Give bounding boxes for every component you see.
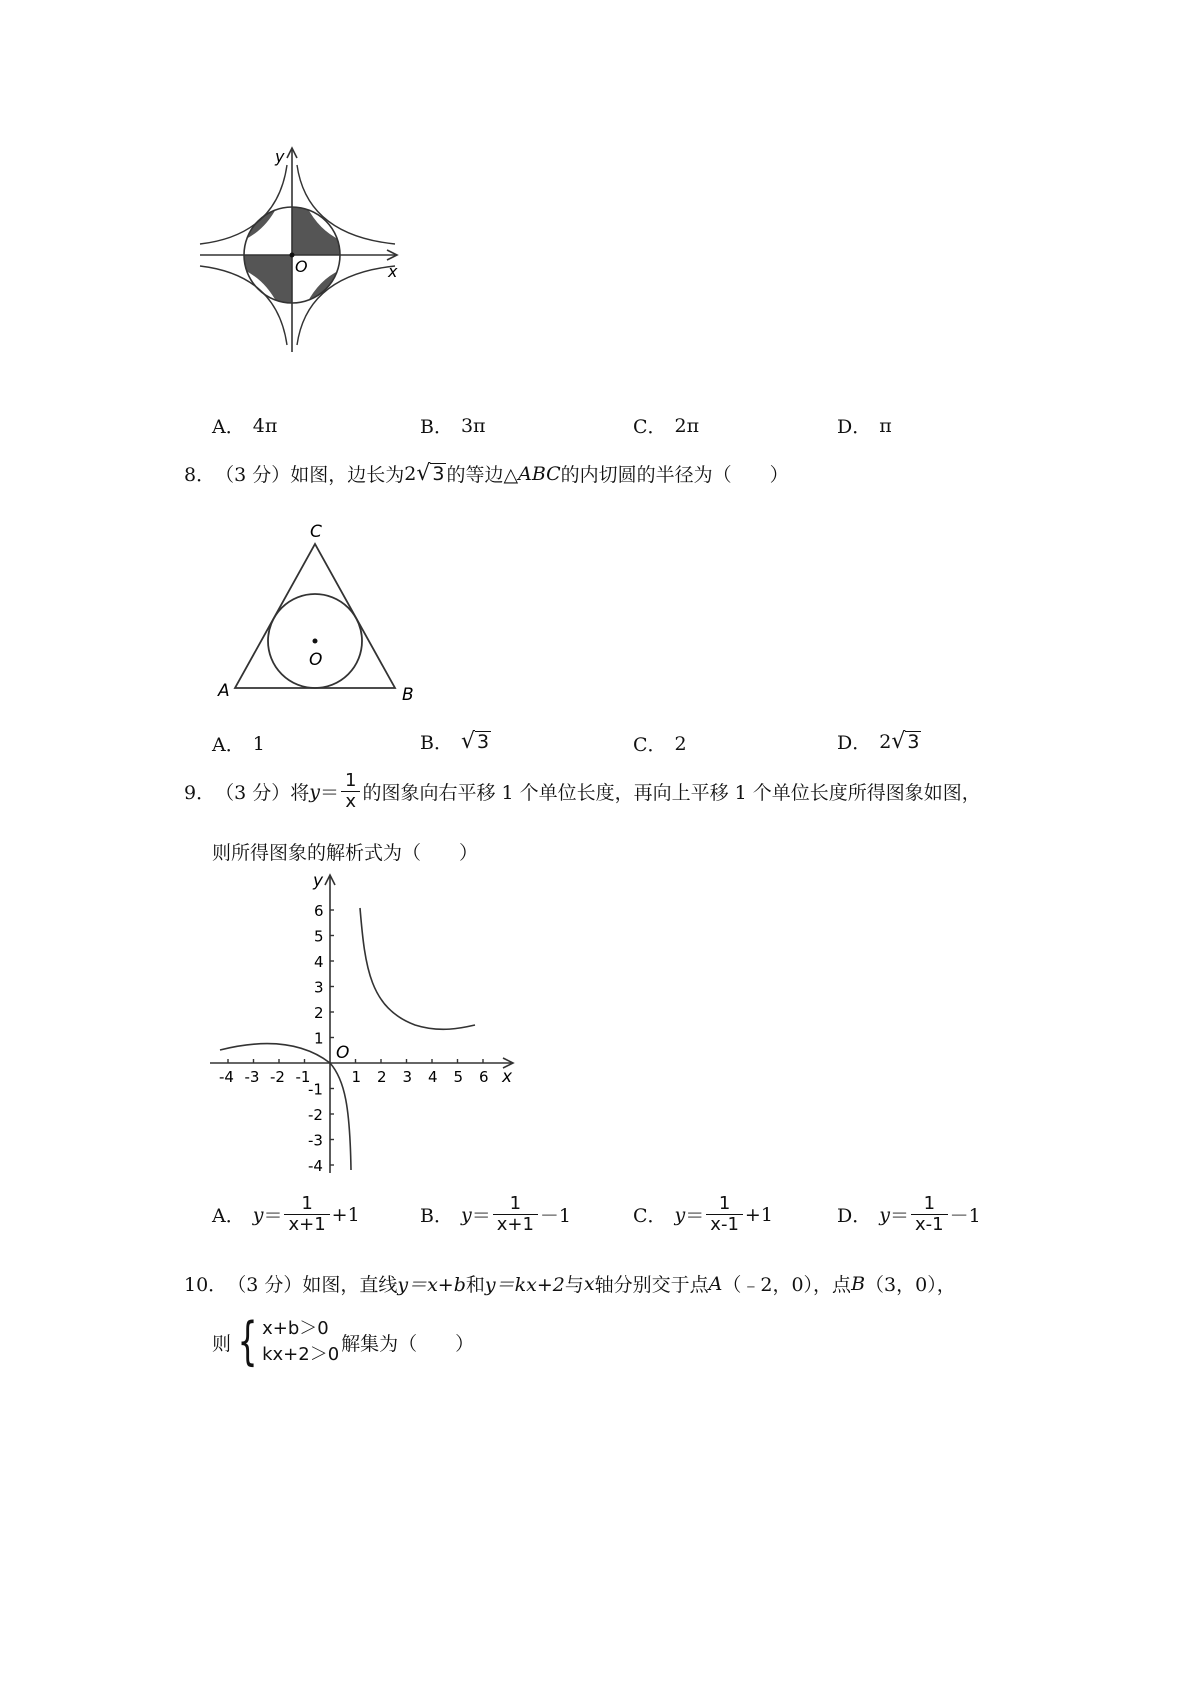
hyperbola-upper-branch — [360, 908, 475, 1029]
q10-stem-line2: 则 { x+b＞0 kx+2＞0 解集为（ ） — [212, 1312, 475, 1373]
x-axis-label: x — [502, 1067, 513, 1087]
x-tick-label: 4 — [428, 1068, 438, 1086]
q7-option-a[interactable]: A． 4π — [212, 414, 278, 438]
q8-stem: 8． （3 分） 如图，边长为 2 √ 3 的等边△ ABC 的内切圆的半径为（ ） — [184, 460, 789, 486]
q9-option-a[interactable]: A． y ＝ $\frac{1}{x+1}$ +1 — [212, 1193, 360, 1235]
q8-option-d[interactable]: D． 2 √ 3 — [837, 728, 920, 754]
q8-option-a[interactable]: A． 1 — [212, 732, 265, 756]
x-tick-label: 3 — [402, 1068, 413, 1086]
q8-option-b[interactable]: B． √ 3 — [420, 728, 490, 754]
y-tick-label: -3 — [308, 1131, 323, 1150]
y-tick-label: 1 — [314, 1029, 324, 1048]
y-axis-label: y — [313, 871, 324, 891]
x-tick-label: 6 — [479, 1068, 489, 1086]
vertex-c-label: C — [310, 522, 322, 542]
y-tick-label: -2 — [308, 1106, 323, 1124]
hyperbola-branch — [297, 266, 395, 345]
q8-figure — [210, 510, 430, 705]
origin-label: O — [295, 257, 308, 276]
q9-option-d[interactable]: D． y ＝ $\frac{1}{x-1}$ －1 — [837, 1193, 981, 1235]
q10-stem-line1: 10． （3 分） 如图，直线 y＝x+b 和 y＝kx+2 与 x 轴分别交于点 A （﹣2，0），点 B （3，0）， — [184, 1272, 956, 1296]
y-tick-label: 2 — [314, 1004, 324, 1022]
x-tick-label: -3 — [244, 1068, 260, 1086]
center-o-label: O — [309, 650, 323, 670]
q8-option-c[interactable]: C． 2 — [633, 732, 687, 756]
q7-option-d[interactable]: D． π — [837, 414, 892, 438]
q9-option-c[interactable]: C． y ＝ $\frac{1}{x-1}$ +1 — [633, 1193, 773, 1235]
y-tick-label: 4 — [314, 953, 324, 971]
inequality-1: x+b＞0 — [262, 1318, 329, 1339]
x-tick-label: -2 — [270, 1068, 285, 1086]
q9-figure — [200, 868, 520, 1183]
x-tick-label: -1 — [295, 1068, 311, 1086]
inequality-2: kx+2＞0 — [262, 1344, 340, 1366]
incircle-center — [313, 639, 318, 644]
x-tick-label: 1 — [351, 1068, 362, 1086]
q7-option-b[interactable]: B． 3π — [420, 414, 486, 438]
q7-figure — [195, 140, 415, 360]
x-axis-label: x — [388, 262, 398, 281]
x-tick-label: 2 — [377, 1068, 387, 1086]
y-axis-label: y — [275, 147, 285, 166]
vertex-b-label: B — [402, 685, 414, 705]
q9-stem-line1: 9． （3 分） 将 y ＝ $\frac{1}{x}$ 的图象向右平移 1 个单位长度，再向上平移 1 个单位长度所得图象如图， — [184, 770, 981, 812]
x-tick-label: -4 — [219, 1068, 234, 1086]
x-tick-label: 5 — [453, 1068, 464, 1086]
y-tick-label: -4 — [308, 1157, 323, 1175]
q9-stem-line2: 则所得图象的解析式为（ ） — [212, 842, 479, 864]
y-tick-label: 6 — [314, 902, 324, 920]
q7-option-c[interactable]: C． 2π — [633, 414, 700, 438]
vertex-a-label: A — [218, 681, 230, 701]
inequality-system: { x+b＞0 kx+2＞0 — [237, 1312, 340, 1373]
y-tick-label: 5 — [314, 927, 324, 946]
origin-label: O — [336, 1043, 350, 1063]
y-tick-label: 3 — [314, 978, 324, 997]
q9-option-b[interactable]: B． y ＝ $\frac{1}{x+1}$ －1 — [420, 1193, 571, 1235]
y-tick-label: -1 — [308, 1080, 323, 1099]
hyperbola-branch — [200, 165, 287, 244]
